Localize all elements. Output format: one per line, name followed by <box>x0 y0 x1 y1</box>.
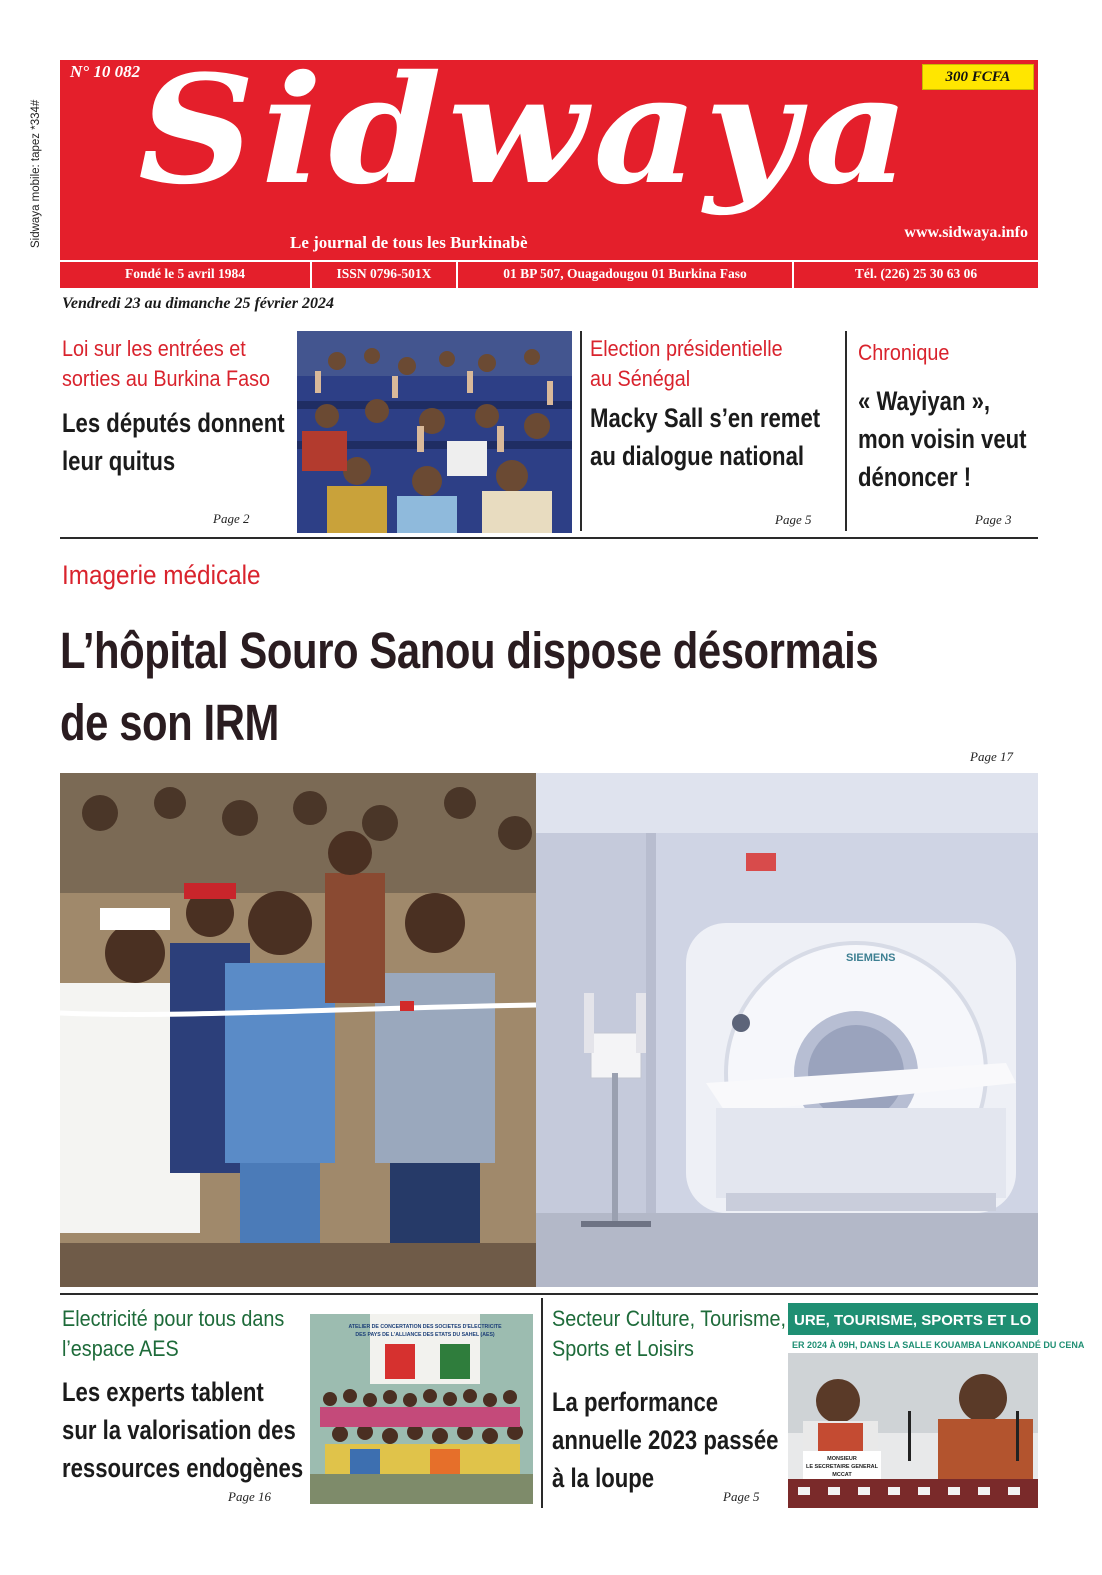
newspaper-logo: Sidwaya <box>138 43 916 218</box>
phone-number: Tél. (226) 25 30 63 06 <box>792 262 1038 288</box>
column-divider <box>845 331 847 531</box>
kicker-line: Sports et Loisirs <box>552 1335 694 1361</box>
photo-ribbon-cutting <box>60 773 536 1287</box>
headline-line: leur quitus <box>62 445 176 476</box>
workshop-banner-line: ATELIER DE CONCERTATION DES SOCIETES D'ELECTRICITE <box>348 1324 502 1330</box>
page-reference: Page 3 <box>975 512 1012 527</box>
headline-line: La performance <box>552 1387 719 1417</box>
story-kicker <box>590 334 783 394</box>
kicker-line: l’espace AES <box>62 1335 179 1361</box>
headline-line: sur la valorisation des <box>62 1414 296 1445</box>
photo-aes-workshop <box>310 1314 533 1504</box>
headline-line: dénoncer ! <box>858 461 972 492</box>
banner-subtext: ER 2024 À 09H, DANS LA SALLE KOUAMBA LANKOANDÉ DU CENA <box>792 1340 1085 1350</box>
main-headline <box>60 615 878 760</box>
main-kicker: Imagerie médicale <box>62 560 261 590</box>
masthead <box>60 43 1038 260</box>
story-kicker <box>552 1304 786 1364</box>
page-reference: Page 17 <box>970 749 1013 764</box>
issn: ISSN 0796-501X <box>310 262 456 288</box>
website-link[interactable]: www.sidwaya.info <box>904 224 1028 241</box>
story-headline <box>552 1384 778 1497</box>
name-card-line: MONSIEUR <box>827 1456 857 1462</box>
headline-line: ressources endogènes <box>62 1452 304 1483</box>
kicker-line: Loi sur les entrées et <box>62 336 246 361</box>
headline-line: Les députés donnent <box>62 408 285 438</box>
column-divider <box>580 331 582 531</box>
story-headline <box>858 383 1027 496</box>
name-card-line: LE SECRETAIRE GENERAL <box>805 1464 879 1470</box>
section-divider <box>60 537 1038 539</box>
story-kicker <box>858 338 949 368</box>
issue-date: Vendredi 23 au dimanche 25 février 2024 <box>62 295 334 312</box>
photo-press-conference <box>788 1303 1085 1508</box>
banner-text: URE, TOURISME, SPORTS ET LO <box>794 1312 1032 1329</box>
mobile-code-text: Sidwaya mobile: tapez *334# <box>30 99 42 248</box>
kicker-line: Electricité pour tous dans <box>62 1306 285 1331</box>
headline-line: annuelle 2023 passée <box>552 1424 779 1455</box>
info-bar <box>60 262 1038 288</box>
founded-date: Fondé le 5 avril 1984 <box>125 266 245 281</box>
price-badge: 300 FCFA <box>922 64 1034 90</box>
story-headline <box>62 1374 303 1487</box>
headline-line: au dialogue national <box>590 440 805 471</box>
tagline: Le journal de tous les Burkinabè <box>290 233 528 252</box>
headline-line: mon voisin veut <box>858 423 1027 454</box>
page-reference: Page 2 <box>213 511 250 526</box>
workshop-banner-line: DES PAYS DE L'ALLIANCE DES ETATS DU SAHEL (AES) <box>355 1332 495 1338</box>
mri-brand-label: SIEMENS <box>846 952 896 964</box>
kicker-line: Secteur Culture, Tourisme, <box>552 1306 787 1331</box>
headline-line: à la loupe <box>552 1462 655 1493</box>
photo-parliament-vote <box>297 331 572 533</box>
kicker-line: Chronique <box>858 340 950 365</box>
issue-number: N° 10 082 <box>70 62 141 81</box>
page-reference: Page 16 <box>228 1489 271 1504</box>
section-divider <box>60 1293 1038 1295</box>
story-headline <box>62 405 285 481</box>
sidebar-note <box>30 68 50 248</box>
kicker-line: Election présidentielle <box>590 336 783 361</box>
headline-line: Macky Sall s’en remet <box>590 403 821 433</box>
headline-line: Les experts tablent <box>62 1377 264 1407</box>
name-card-line: MCCAT <box>832 1472 852 1478</box>
column-divider <box>541 1298 543 1508</box>
headline-line: de son IRM <box>60 694 279 752</box>
story-kicker <box>62 1304 284 1364</box>
story-headline <box>590 400 820 476</box>
story-kicker <box>62 334 270 394</box>
page-reference: Page 5 <box>775 512 812 527</box>
photo-mri-machine <box>536 773 1038 1287</box>
postal-address: 01 BP 507, Ouagadougou 01 Burkina Faso <box>456 262 792 288</box>
page-reference: Page 5 <box>723 1489 760 1504</box>
kicker-line: sorties au Burkina Faso <box>62 365 270 391</box>
headline-line: L’hôpital Souro Sanou dispose désormais <box>60 622 879 679</box>
kicker-line: au Sénégal <box>590 365 691 391</box>
headline-line: « Wayiyan », <box>858 386 991 416</box>
